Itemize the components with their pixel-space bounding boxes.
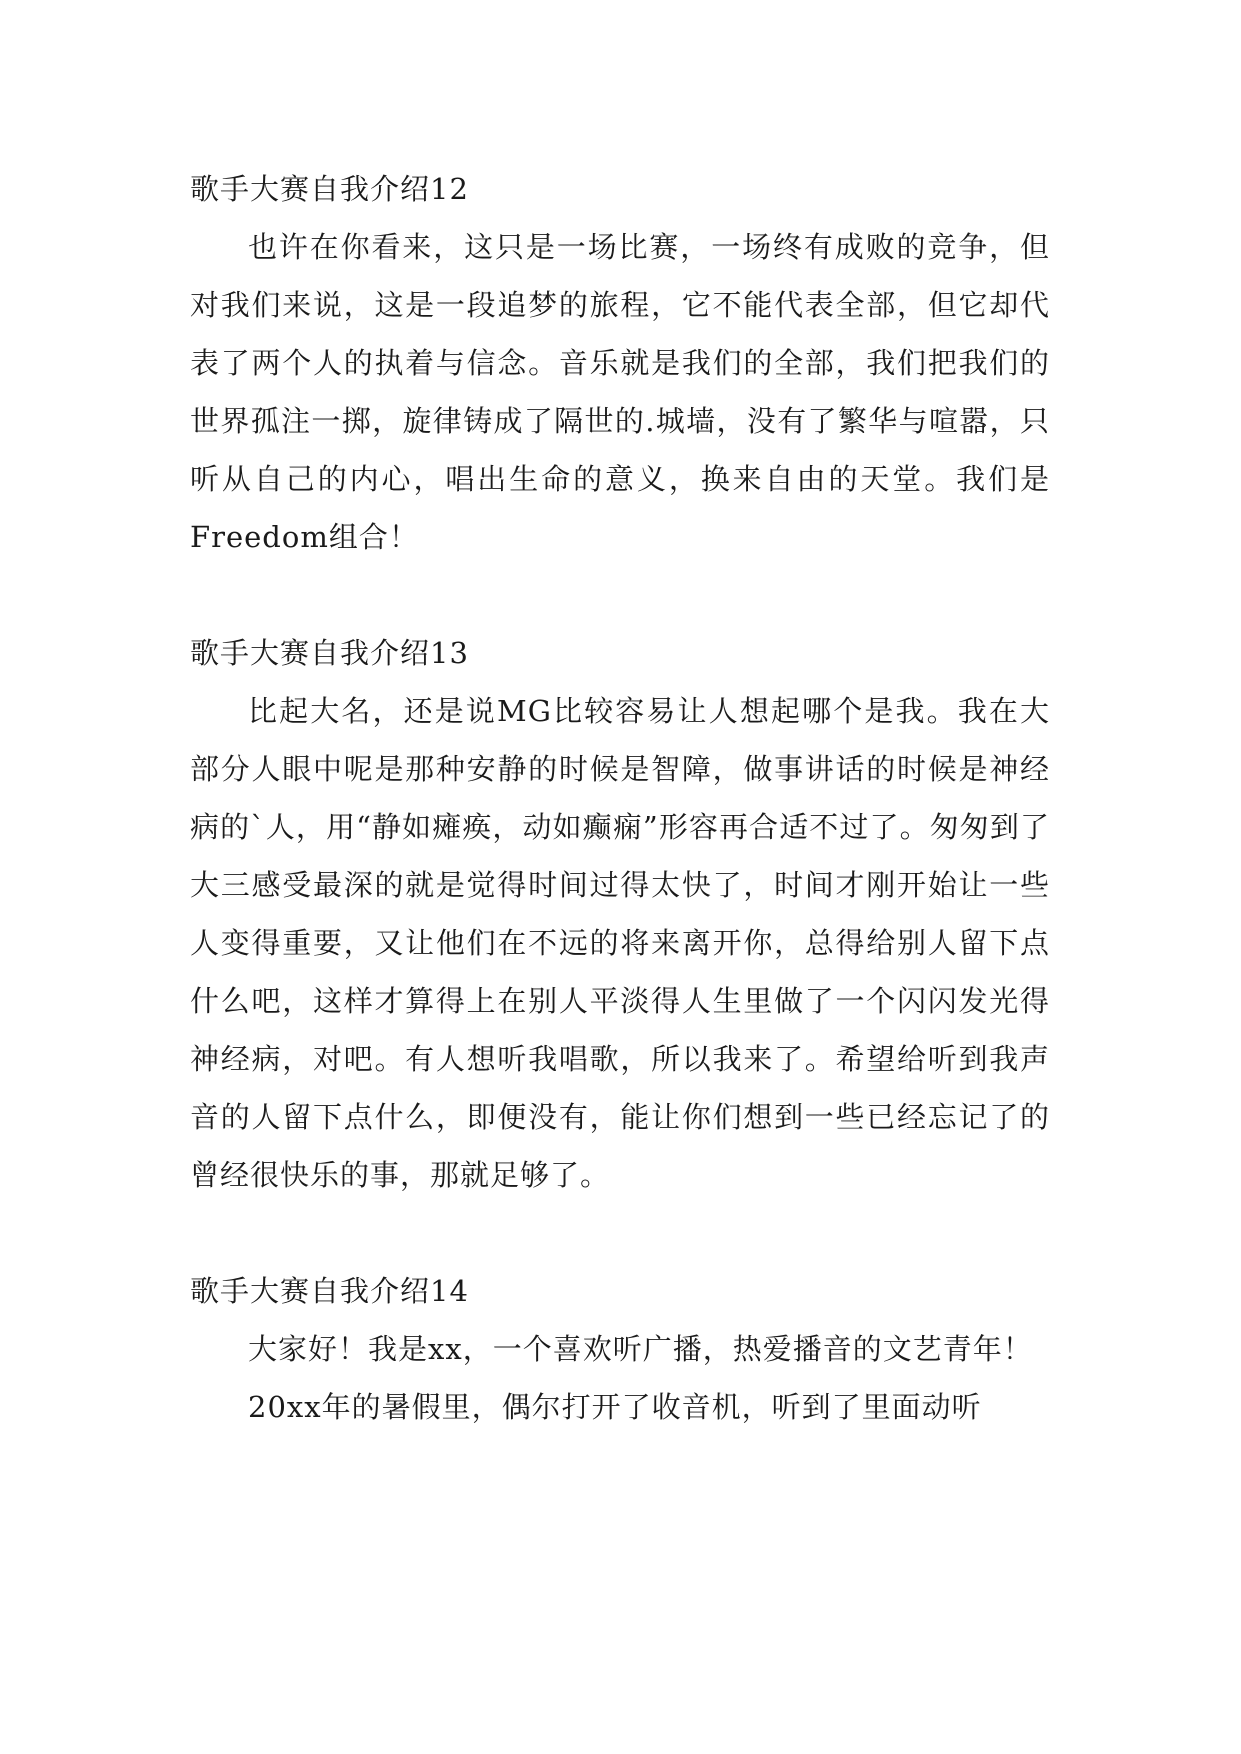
section-spacer [190, 1204, 1050, 1262]
section-title: 歌手大赛自我介绍12 [190, 172, 469, 206]
section-intro-12 [190, 160, 1050, 566]
paragraph: 大家好！我是xx，一个喜欢听广播，热爱播音的文艺青年！ [248, 1332, 1033, 1366]
paragraph: 20xx年的暑假里，偶尔打开了收音机，听到了里面动听 [248, 1390, 982, 1424]
paragraph: 也许在你看来，这只是一场比赛，一场终有成败的竞争，但对我们来说，这是一段追梦的旅程，它不能代表全部，但它却代表了两个人的执着与信念。音乐就是我们的全部，我们把我们的世界孤注一掷，旋律铸成了隔世的.城墙，没有了繁华与喧嚣，只听从自己的内心，唱出生命的意义，换来自由的天堂。我们是Freedom组合！ [190, 230, 1050, 554]
section-title: 歌手大赛自我介绍14 [190, 1274, 469, 1308]
section-title: 歌手大赛自我介绍13 [190, 636, 469, 670]
section-spacer [190, 566, 1050, 624]
section-intro-13 [190, 624, 1050, 1204]
section-intro-14 [190, 1262, 1050, 1436]
document-page [190, 160, 1050, 1436]
paragraph: 比起大名，还是说MG比较容易让人想起哪个是我。我在大部分人眼中呢是那种安静的时候是智障，做事讲话的时候是神经病的`人，用“静如瘫痪，动如癫痫”形容再合适不过了。匆匆到了大三感受最深的就是觉得时间过得太快了，时间才刚开始让一些人变得重要，又让他们在不远的将来离开你，总得给别人留下点什么吧，这样才算得上在别人平淡得人生里做了一个闪闪发光得神经病，对吧。有人想听我唱歌，所以我来了。希望给听到我声音的人留下点什么，即便没有，能让你们想到一些已经忘记了的曾经很快乐的事，那就足够了。 [190, 694, 1050, 1192]
